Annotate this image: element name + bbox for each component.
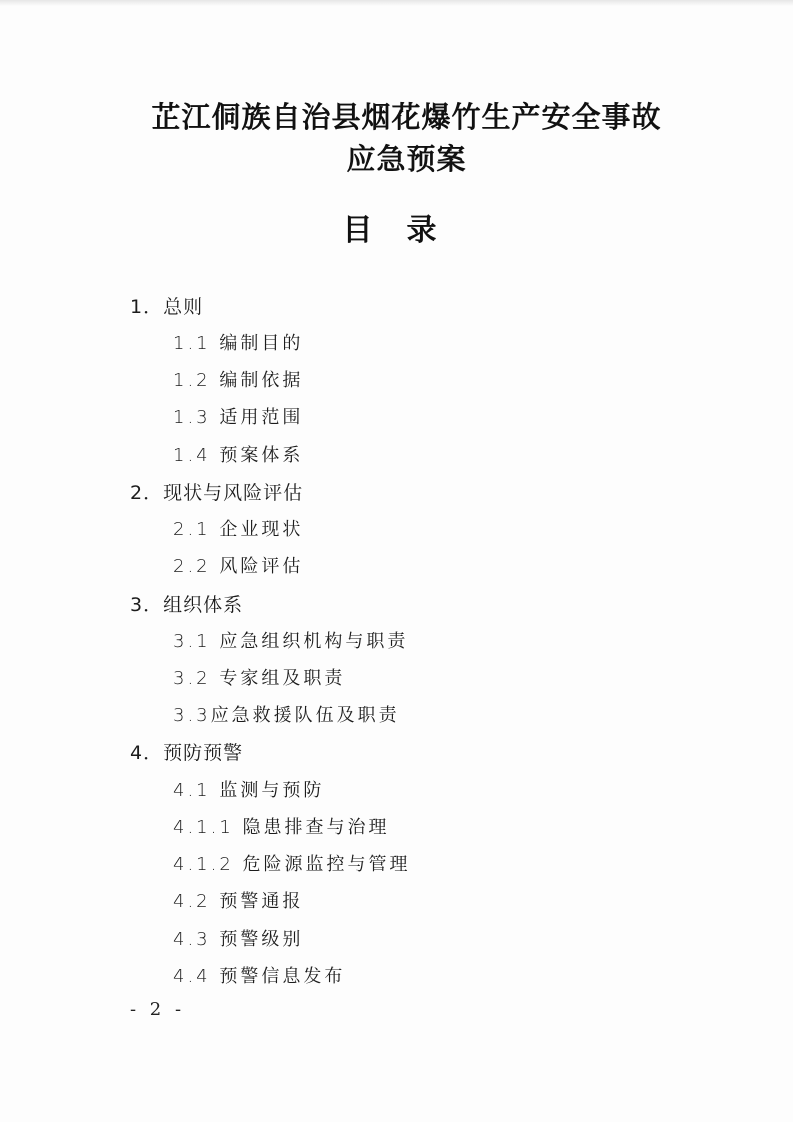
scan-top-edge [0, 0, 793, 6]
toc-entry-4-2[interactable]: 4.2 预警通报 [173, 891, 304, 912]
toc-entry-4-3[interactable]: 4.3 预警级别 [173, 929, 304, 950]
toc-entry-1[interactable]: 1．总则 [130, 296, 204, 318]
toc-entry-1-2[interactable]: 1.2 编制依据 [173, 370, 304, 391]
toc-entry-4-4[interactable]: 4.4 预警信息发布 [173, 966, 346, 987]
toc-entry-1-3[interactable]: 1.3 适用范围 [173, 407, 304, 428]
document-title-line2: 应急预案 [346, 142, 467, 176]
document-title-line1: 芷江侗族自治县烟花爆竹生产安全事故 [151, 100, 662, 134]
toc-entry-4-1-2[interactable]: 4.1.2 危险源监控与管理 [173, 854, 411, 875]
toc-entry-4-1[interactable]: 4.1 监测与预防 [173, 780, 325, 801]
toc-entry-3-2[interactable]: 3.2 专家组及职责 [173, 668, 346, 689]
toc-entry-2[interactable]: 2．现状与风险评估 [130, 482, 304, 504]
toc-entry-3[interactable]: 3．组织体系 [130, 594, 244, 616]
toc-entry-4[interactable]: 4．预防预警 [130, 742, 244, 764]
toc-entry-3-3[interactable]: 3.3应急救援队伍及职责 [173, 705, 400, 726]
toc-entry-3-1[interactable]: 3.1 应急组织机构与职责 [173, 631, 409, 652]
toc-entry-2-2[interactable]: 2.2 风险评估 [173, 556, 304, 577]
toc-entry-1-1[interactable]: 1.1 编制目的 [173, 333, 304, 354]
toc-entry-2-1[interactable]: 2.1 企业现状 [173, 519, 304, 540]
toc-entry-1-4[interactable]: 1.4 预案体系 [173, 445, 304, 466]
toc-entry-4-1-1[interactable]: 4.1.1 隐患排查与治理 [173, 817, 390, 838]
page-number: - 2 - [130, 999, 186, 1020]
toc-heading: 目录 [342, 213, 471, 248]
